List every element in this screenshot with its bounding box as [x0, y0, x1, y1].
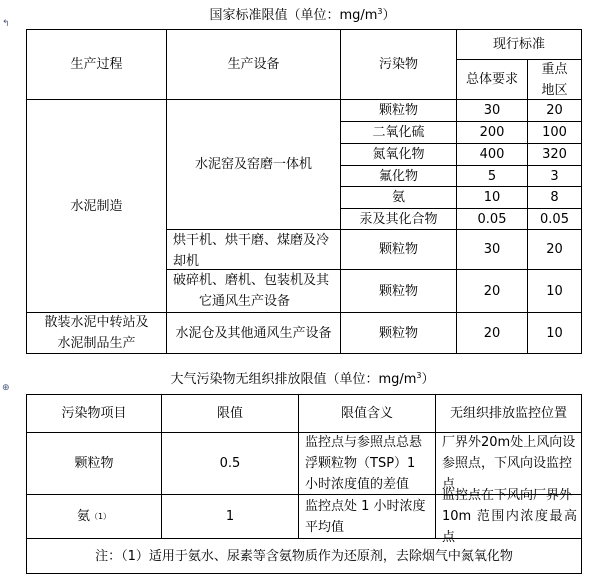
header-monitor-location: 无组织排放监控位置 [449, 406, 567, 421]
table-note: 注：（1）适用于氨水、尿素等含氨物质作为还原剂，去除烟气中氮氧化物 [95, 548, 513, 564]
equipment-dryer: 烘干机、烘干磨、煤磨及冷 却机 [173, 233, 330, 269]
overall-value: 10 [483, 190, 501, 205]
pollutant-cell: 汞及其化合物 [359, 211, 438, 227]
pollutant-cell: 氨 [391, 190, 405, 205]
pollutant-cell: 二氧化硫 [372, 125, 425, 140]
header-pollutant: 污染物 [378, 57, 418, 72]
overall-value: 200 [479, 125, 505, 140]
overall-value: 20 [483, 283, 501, 299]
header-overall: 总体要求 [465, 72, 518, 87]
table1-title: 国家标准限值（单位：$mg/m^3$） [209, 7, 396, 23]
monitor-location: 厂界外20m处上风向设 参照点，下风向设监控 点 [442, 435, 576, 492]
header-equipment: 生产设备 [227, 57, 280, 72]
key-area-value: 8 [550, 190, 559, 205]
limit-meaning: 监控点与参照点总悬 浮颗粒物（TSP）1 小时浓度值的差值 [305, 435, 423, 492]
pollutant-cell: 颗粒物 [378, 103, 418, 118]
limit-value: 0.5 [219, 456, 241, 471]
pollutant-item: 颗粒物 [74, 456, 114, 471]
key-area-value: 20 [546, 242, 563, 257]
pollutant-cell: 颗粒物 [378, 325, 418, 341]
equipment-crusher: 破碎机、磨机、包装机及其 它通风生产设备 [173, 273, 330, 309]
pollutant-cell: 颗粒物 [378, 283, 418, 299]
overall-value: 30 [483, 242, 501, 257]
table-anchor-icon: ↰ [2, 19, 10, 29]
key-area-value: 0.05 [540, 211, 569, 227]
equipment-silo: 水泥仓及其他通风生产设备 [175, 325, 332, 341]
header-limit: 限值 [216, 406, 243, 421]
header-process: 生产过程 [70, 57, 123, 72]
key-area-value: 10 [546, 325, 563, 341]
header-limit-meaning: 限值含义 [340, 406, 393, 421]
header-current-standard: 现行标准 [492, 37, 545, 52]
limit-meaning: 监控点处 1 小时浓度 平均值 [305, 498, 426, 535]
header-key-area: 重点 地区 [541, 61, 568, 98]
overall-value: 20 [483, 325, 501, 341]
process-bulk-cement: 散装水泥中转站及 水泥制品生产 [44, 315, 149, 351]
monitor-location: 监控点在下风向厂界外 10m 范围内浓度最高点 [442, 488, 577, 545]
overall-value: 400 [479, 147, 505, 162]
key-area-value: 100 [542, 125, 567, 140]
process-cement: 水泥制造 [70, 198, 123, 214]
limit-value: 1 [225, 509, 235, 524]
key-area-value: 20 [546, 103, 563, 118]
pollutant-item: 氨 （1） [76, 509, 112, 524]
table-anchor-icon: ⊕ [2, 383, 10, 393]
key-area-value: 3 [550, 168, 559, 184]
key-area-value: 10 [546, 283, 563, 299]
overall-value: 5 [487, 168, 497, 184]
pollutant-cell: 氮氧化物 [372, 147, 425, 162]
overall-value: 0.05 [477, 211, 507, 227]
key-area-value: 320 [542, 147, 567, 162]
pollutant-cell: 氟化物 [378, 168, 418, 184]
equipment-kiln: 水泥窑及窑磨一体机 [194, 157, 312, 172]
pollutant-cell: 颗粒物 [378, 242, 418, 257]
overall-value: 30 [483, 103, 501, 118]
header-pollutant-item: 污染物项目 [61, 406, 127, 421]
table2-title: 大气污染物无组织排放限值（单位：$mg/m^3$） [170, 371, 435, 387]
